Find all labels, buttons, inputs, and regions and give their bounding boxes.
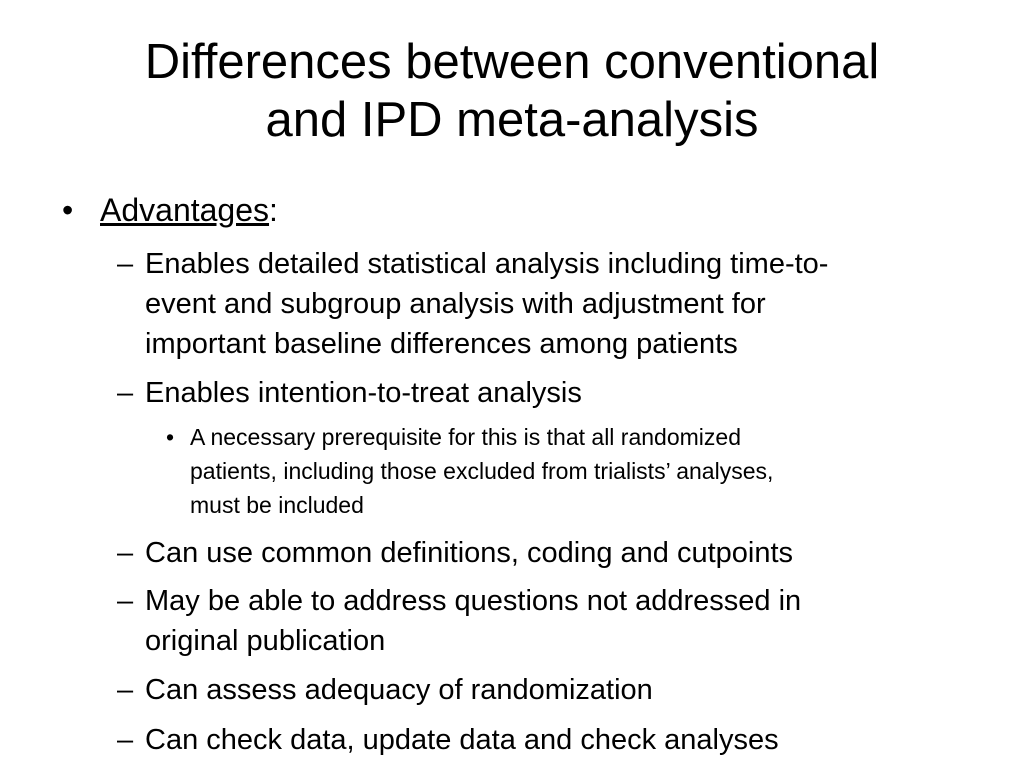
slide-title: [40, 33, 984, 149]
list-item-line: Can check data, update data and check analyses: [145, 724, 779, 756]
slide-title-line-1: Differences between conventional: [144, 35, 880, 89]
sub-bullet-icon: •: [166, 424, 175, 450]
advantages-label: Advantages: [100, 192, 270, 228]
list-item-line: Can assess adequacy of randomization: [145, 674, 653, 706]
dash-icon: –: [117, 724, 134, 756]
list-item-line: Enables detailed statistical analysis including time-to-: [145, 248, 829, 280]
list-item-line: Enables intention-to-treat analysis: [145, 377, 582, 409]
bullet-icon: •: [62, 192, 74, 228]
sub-item-line: A necessary prerequisite for this is that all randomized: [190, 424, 741, 450]
dash-icon: –: [117, 585, 134, 617]
dash-icon: –: [117, 537, 134, 569]
dash-icon: –: [117, 248, 134, 280]
advantages-colon: :: [269, 192, 278, 228]
sub-item-line: must be included: [190, 492, 364, 518]
list-item-line: Can use common definitions, coding and cutpoints: [145, 537, 794, 569]
list-item-line: important baseline differences among patients: [145, 328, 738, 360]
list-item-line: original publication: [145, 625, 386, 657]
sub-item-line: patients, including those excluded from trialists’ analyses,: [190, 458, 774, 484]
list-item-line: event and subgroup analysis with adjustment for: [145, 288, 766, 320]
slide-title-line-2: and IPD meta-analysis: [265, 93, 759, 147]
list-item-line: May be able to address questions not addressed in: [145, 585, 802, 617]
dash-icon: –: [117, 377, 134, 409]
dash-icon: –: [117, 674, 134, 706]
